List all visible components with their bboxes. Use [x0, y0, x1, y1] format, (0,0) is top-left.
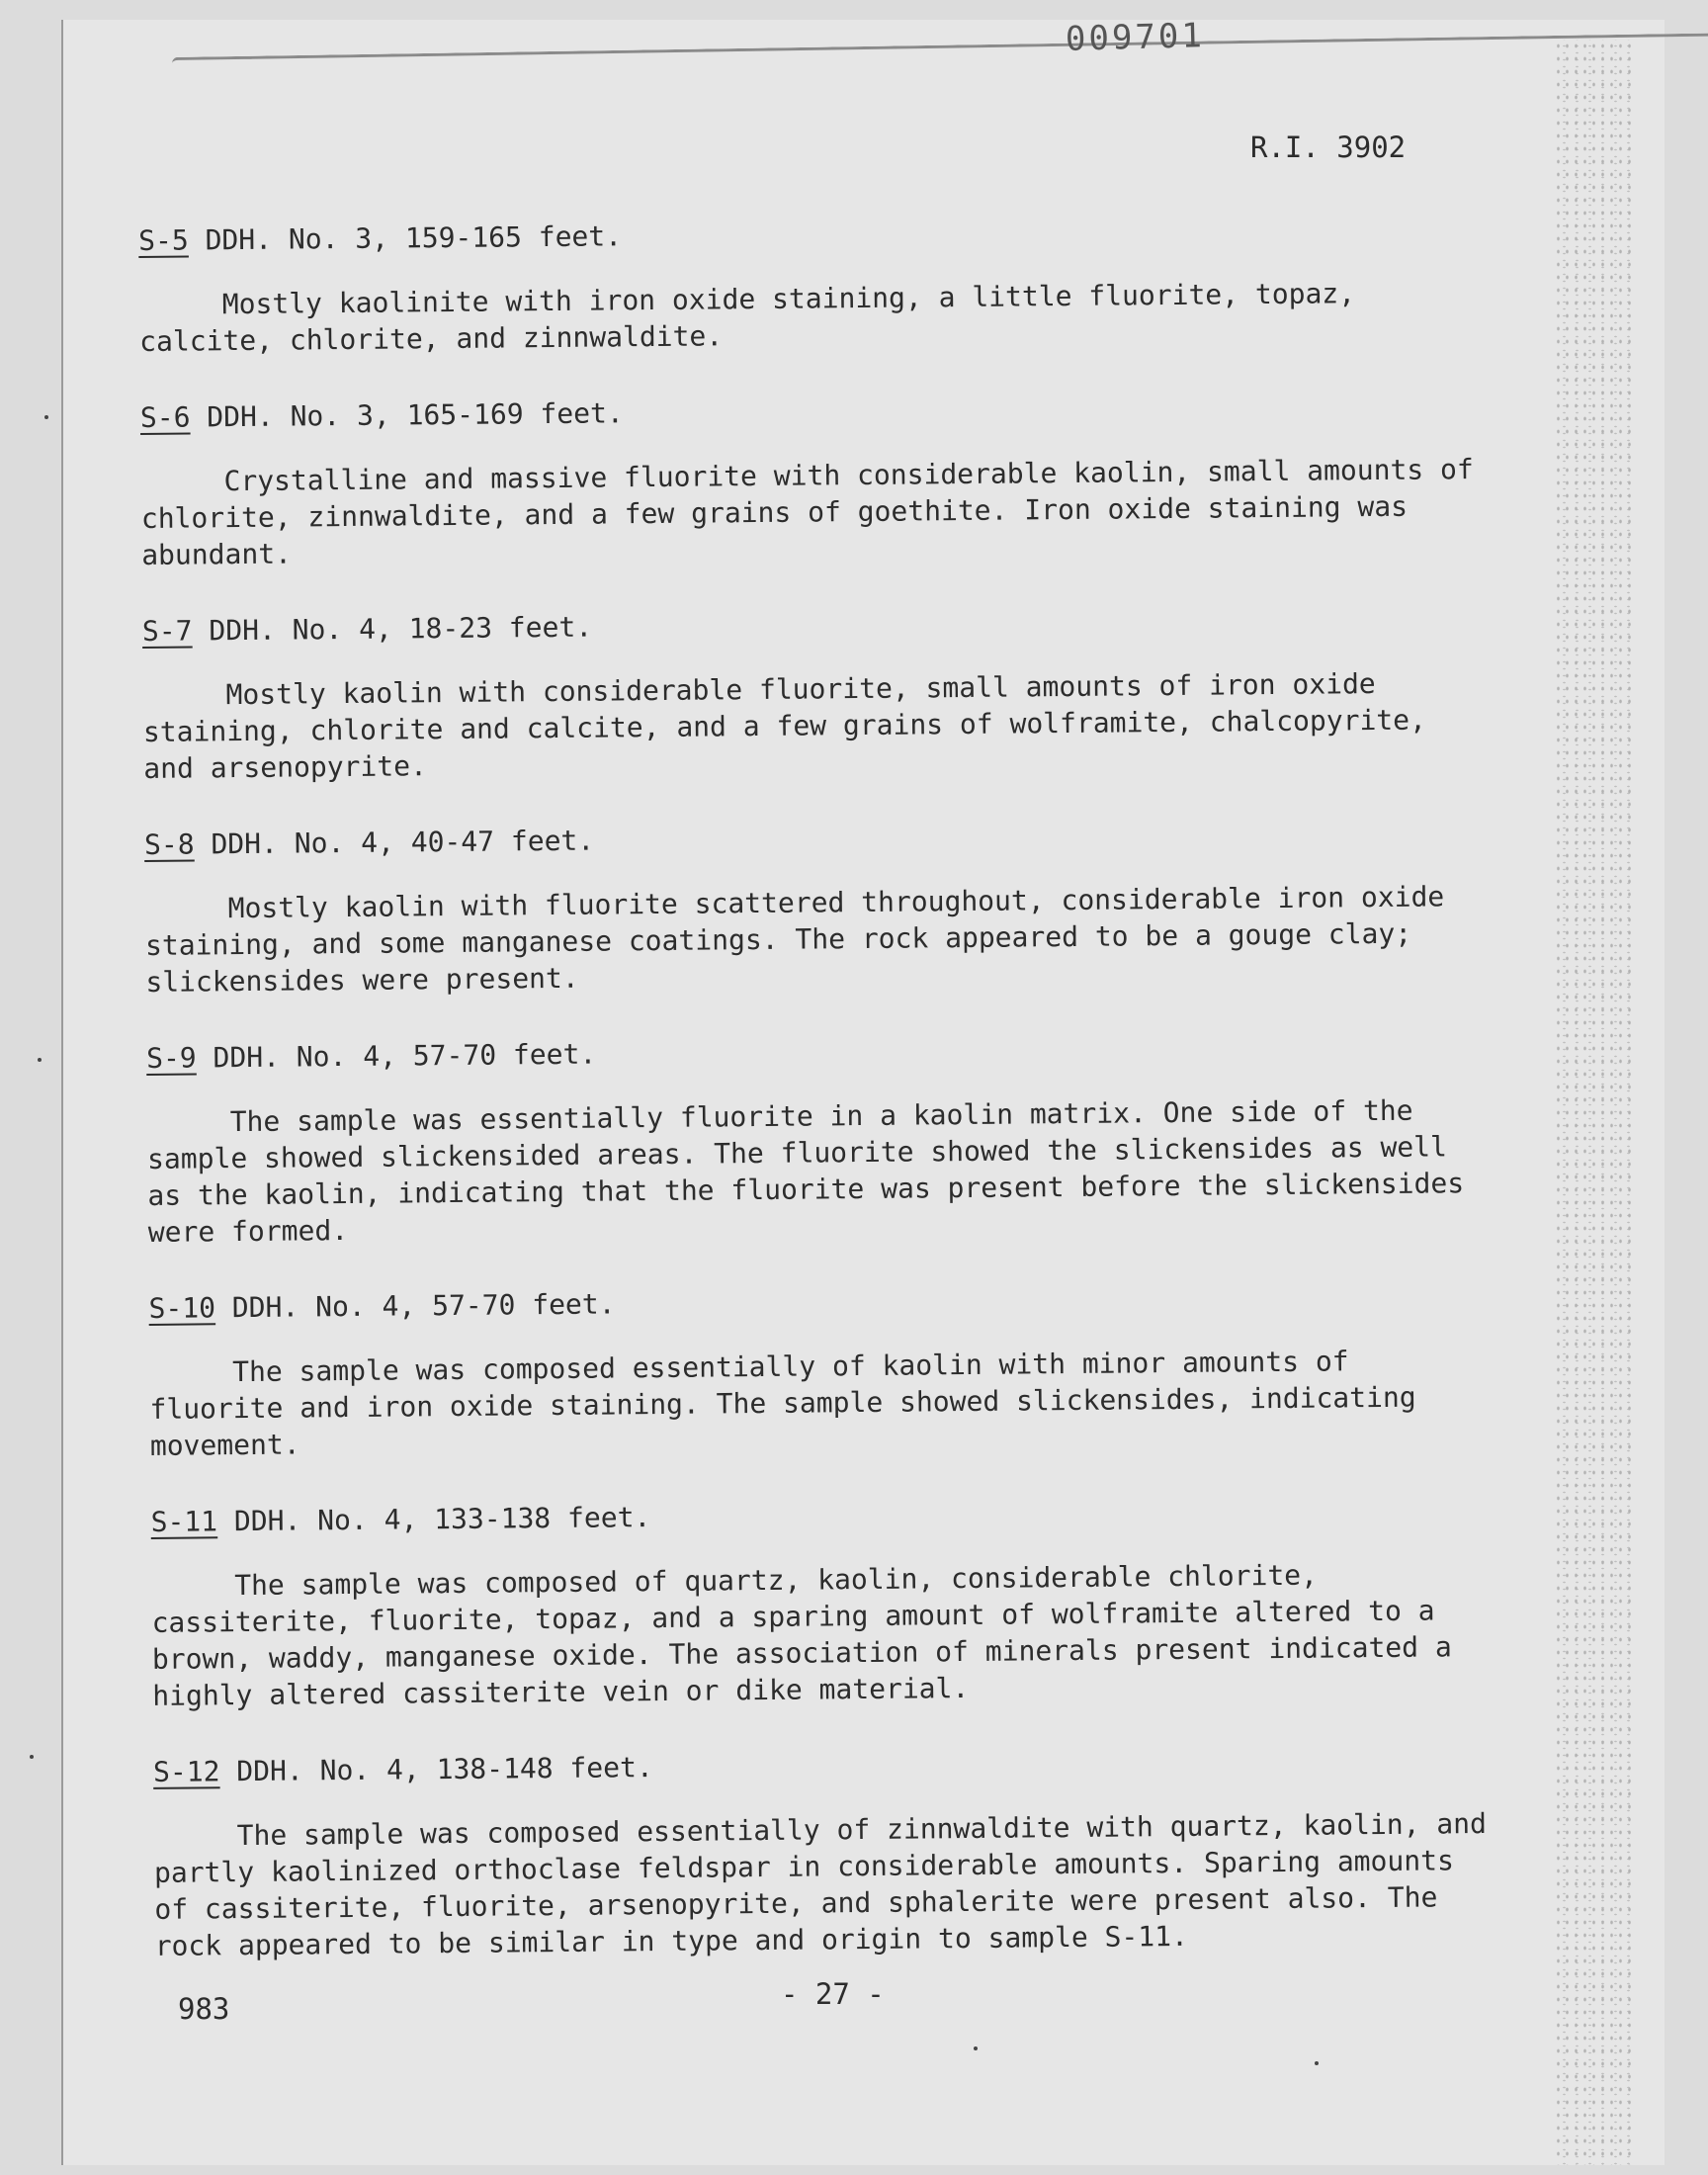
sample-location: DDH. No. 4, 133-138 feet.	[216, 1501, 651, 1538]
sample-entry	[146, 1027, 1493, 1251]
scan-speck	[1315, 2061, 1319, 2065]
sample-location: DDH. No. 4, 57-70 feet.	[196, 1037, 597, 1075]
sample-description: Mostly kaolin with considerable fluorite, small amounts of iron oxide staining, chlorite and calcite, and a few grains of wolframite, chalcopyrite, and arsenopyrite.	[142, 667, 1427, 785]
sample-entry	[140, 387, 1487, 573]
sample-description: The sample was essentially fluorite in a kaolin matrix. One side of the sample showed slickensided areas. The fluorite showed the slickensides as well as the kaolin, indicating that the fluorite was present before the slickensides were formed.	[146, 1093, 1465, 1249]
entry-heading	[150, 1491, 1494, 1540]
sample-code: S-6	[139, 400, 191, 434]
page-number: - 27 -	[781, 1977, 885, 2011]
sample-description: The sample was composed essentially of kaolin with minor amounts of fluorite and iron oxide staining. The sample showed slickensides, indicating movement.	[149, 1345, 1416, 1462]
report-id: R.I. 3902	[1250, 130, 1407, 164]
sample-descriptions	[138, 210, 1499, 2004]
sample-code: S-10	[148, 1291, 216, 1325]
scan-speck	[44, 415, 48, 419]
sample-code: S-12	[152, 1755, 220, 1788]
scan-speck	[974, 2046, 978, 2050]
sample-location: DDH. No. 4, 57-70 feet.	[214, 1287, 616, 1325]
sample-code: S-8	[143, 827, 195, 861]
sample-location: DDH. No. 4, 18-23 feet.	[192, 610, 593, 648]
footer-number: 983	[178, 1992, 230, 2026]
entry-heading	[148, 1277, 1493, 1327]
stamp-number: 009701	[1065, 16, 1206, 59]
sample-entry	[148, 1277, 1494, 1464]
sample-description: Crystalline and massive fluorite with considerable kaolin, small amounts of chlorite, zinnwaldite, and a few grains of goethite. Iron oxide staining was abundant.	[140, 453, 1474, 571]
entry-heading	[146, 1027, 1491, 1077]
sample-description: Mostly kaolinite with iron oxide staining, a little fluorite, topaz, calcite, chlorite, and zinnwaldite.	[138, 277, 1356, 358]
sample-code: S-9	[145, 1041, 197, 1075]
sample-entry	[142, 600, 1489, 787]
sample-entry	[144, 814, 1491, 1000]
sample-location: DDH. No. 4, 138-148 feet.	[219, 1751, 653, 1788]
entry-heading	[153, 1741, 1497, 1790]
sample-code: S-11	[150, 1505, 218, 1538]
sample-description: The sample was composed essentially of zinnwaldite with quartz, kaolin, and partly kaolinized orthoclase feldspar in considerable amounts. Sparing amounts of cassiterite, fluorite, arsenopyrite, and sphalerite were present also. The rock appeared to be similar in type and origin to sample S-11.	[153, 1806, 1488, 1962]
sample-description: Mostly kaolin with fluorite scattered throughout, considerable iron oxide staining, and some manganese coatings. The rock appeared to be a gouge clay; slickensides were present.	[144, 880, 1445, 999]
sample-location: DDH. No. 3, 159-165 feet.	[188, 219, 623, 257]
sample-entry	[150, 1491, 1496, 1714]
entry-heading	[140, 387, 1485, 436]
entry-heading	[144, 814, 1489, 863]
sample-code: S-5	[138, 223, 189, 257]
sample-entry	[138, 210, 1484, 360]
sample-entry	[153, 1741, 1499, 1964]
scan-noise-margin	[1554, 40, 1635, 2165]
sample-location: DDH. No. 4, 40-47 feet.	[194, 824, 595, 861]
scan-speck	[30, 1755, 34, 1759]
entry-heading	[142, 600, 1487, 650]
page-top-edge	[172, 33, 1708, 82]
sample-code: S-7	[141, 614, 193, 648]
sample-location: DDH. No. 3, 165-169 feet.	[190, 396, 624, 434]
sample-description: The sample was composed of quartz, kaolin, considerable chlorite, cassiterite, fluorite, topaz, and a sparing amount of wolframite altered to a brown, waddy, manganese oxide. The association of minerals present indicated a highly altered cassiterite vein or dike material.	[151, 1558, 1452, 1712]
scan-speck	[38, 1058, 42, 1062]
